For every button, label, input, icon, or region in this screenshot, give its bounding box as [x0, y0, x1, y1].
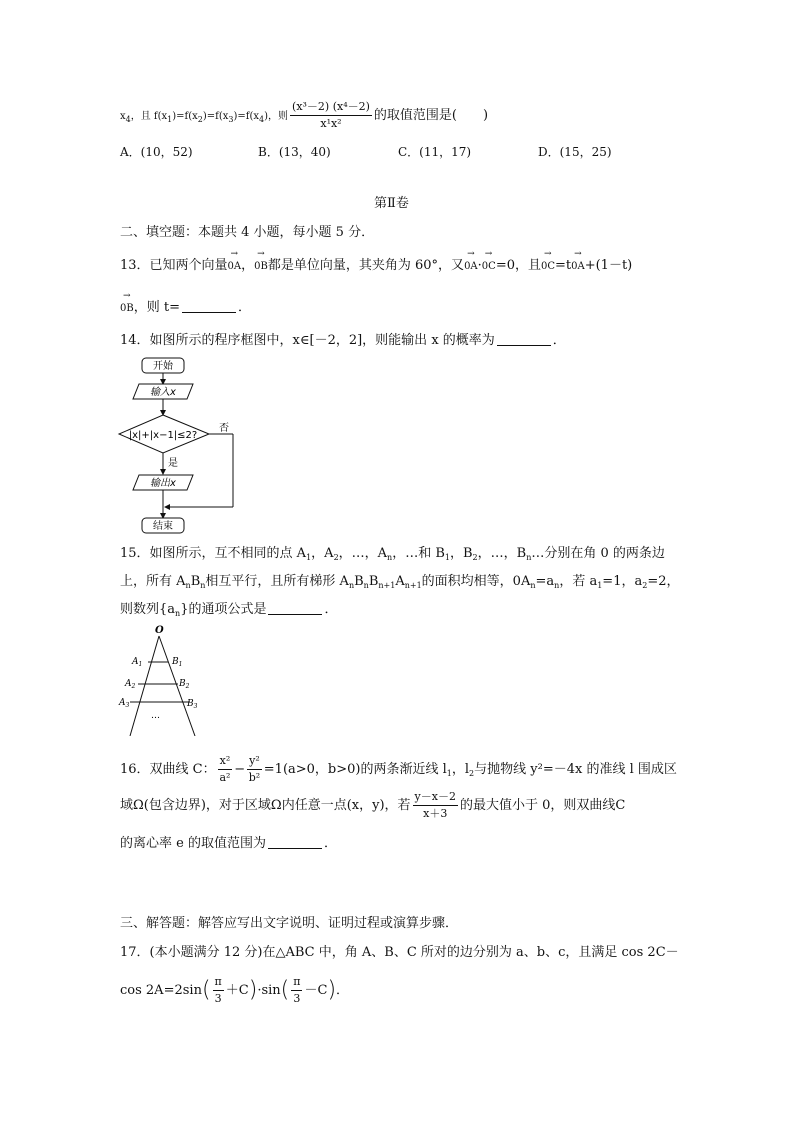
angle-figure: [115, 624, 210, 736]
q16-line1: 16．双曲线 C： $\frac{\text{x²}}{\text{a²}}$ − $\frac{\text{y²}}{\text{b²}}$ =1(a>0，b>0)的两条渐近线 $l_1$，$l_2$与抛物线 y²=－4x 的准线 l 围成区: [120, 754, 677, 784]
flow-start-label: 开始: [153, 361, 173, 372]
q12-option-c: C．(11，17): [398, 145, 472, 159]
q13-answer-blank: [182, 300, 236, 313]
q13-line2: → 0B，则 t= ．: [120, 300, 251, 317]
q12-option-b: B．(13，40): [258, 145, 331, 159]
dots-label: …: [151, 711, 160, 721]
q17-line2: cos 2A=2sin( $\frac{\pi}{3}$ ＋C)·sin( $\frac{\pi}{3}$ －C)．: [120, 975, 350, 1005]
flowchart-figure: [115, 355, 240, 540]
svg-text:B1: $B_1$: [172, 657, 183, 668]
q15-line2: 上，所有 $A_nB_n$相互平行，且所有梯形 $A_nB_nB_{n+1}A_{n+1}$的面积均相等，$0A_n=a_n$，若 $a_1=1$，$a_2=2$，: [120, 574, 680, 590]
flow-input-label: 输入x: [150, 387, 176, 398]
q12-option-d: D．(15，25): [538, 145, 612, 159]
svg-text:A1: $A_1$: [132, 657, 143, 668]
q15-line3: 则数列$\{a_n\}$的通项公式是 ．: [120, 602, 338, 618]
svg-text:A2: $A_2$: [125, 679, 136, 690]
q17-line1: 17．(本小题满分 12 分)在△ABC 中，角 A、B、C 所对的边分别为 a、b、c，且满足 cos 2C－: [120, 945, 679, 960]
q12-fraction: $\frac{\text{(x³－2) (x⁴－2)}}{\text{x¹x²}}$: [292, 100, 370, 130]
svg-text:B3: $B_3$: [187, 699, 198, 710]
section-fill-heading: 二、填空题：本题共 4 小题，每小题 5 分．: [120, 225, 375, 240]
q14-line: 14．如图所示的程序框图中，x∈[－2，2]，则能输出 x 的概率为 ．: [120, 333, 566, 348]
flow-decision-label: |x|+|x−1|≤2?: [128, 430, 198, 441]
q16-line2: 域Ω(包含边界)，对于区域Ω内任意一点(x，y)，若 $\frac{y-x-2}{x+3}$ 的最大值小于 0，则双曲线C: [120, 790, 626, 820]
flow-no-label: 否: [219, 423, 229, 434]
q15-answer-blank: [268, 602, 322, 615]
q16-answer-blank: [268, 836, 322, 849]
svg-text:A3: $A_3$: [119, 698, 130, 709]
q16-line3: 的离心率 e 的取值范围为 ．: [120, 836, 337, 851]
point-o-label: O: [155, 625, 164, 636]
q14-answer-blank: [497, 333, 551, 346]
flow-output-label: 输出x: [150, 478, 176, 489]
q12-tail-line: $x_4$，且 $f(x_1)=f(x_2)=f(x_3)=f(x_4)$，则 $\frac{\text{(x³－2) (x⁴－2)}}{\text{x¹x²}}$ 的取值范围是( ): [120, 100, 489, 130]
flow-yes-label: 是: [168, 458, 178, 469]
section-ii-title: 第Ⅱ卷: [374, 196, 409, 211]
flow-end-label: 结束: [153, 521, 173, 532]
q15-line1: 15．如图所示，互不相同的点 $A_1$，$A_2$，…，$A_n$，…和 $B_1$，$B_2$，…，$B_n\dots$分别在角 0 的两条边: [120, 546, 665, 562]
q13-line1: 13．已知两个向量→ 0A，→ 0B都是单位向量，其夹角为 60°，又→ 0A·→ 0C=0，且→ 0C=t→ 0A+(1－t): [120, 258, 632, 275]
svg-text:B2: $B_2$: [179, 679, 190, 690]
q12-option-a: A．(10，52): [120, 145, 193, 159]
section-solve-heading: 三、解答题：解答应写出文字说明、证明过程或演算步骤．: [120, 916, 459, 931]
